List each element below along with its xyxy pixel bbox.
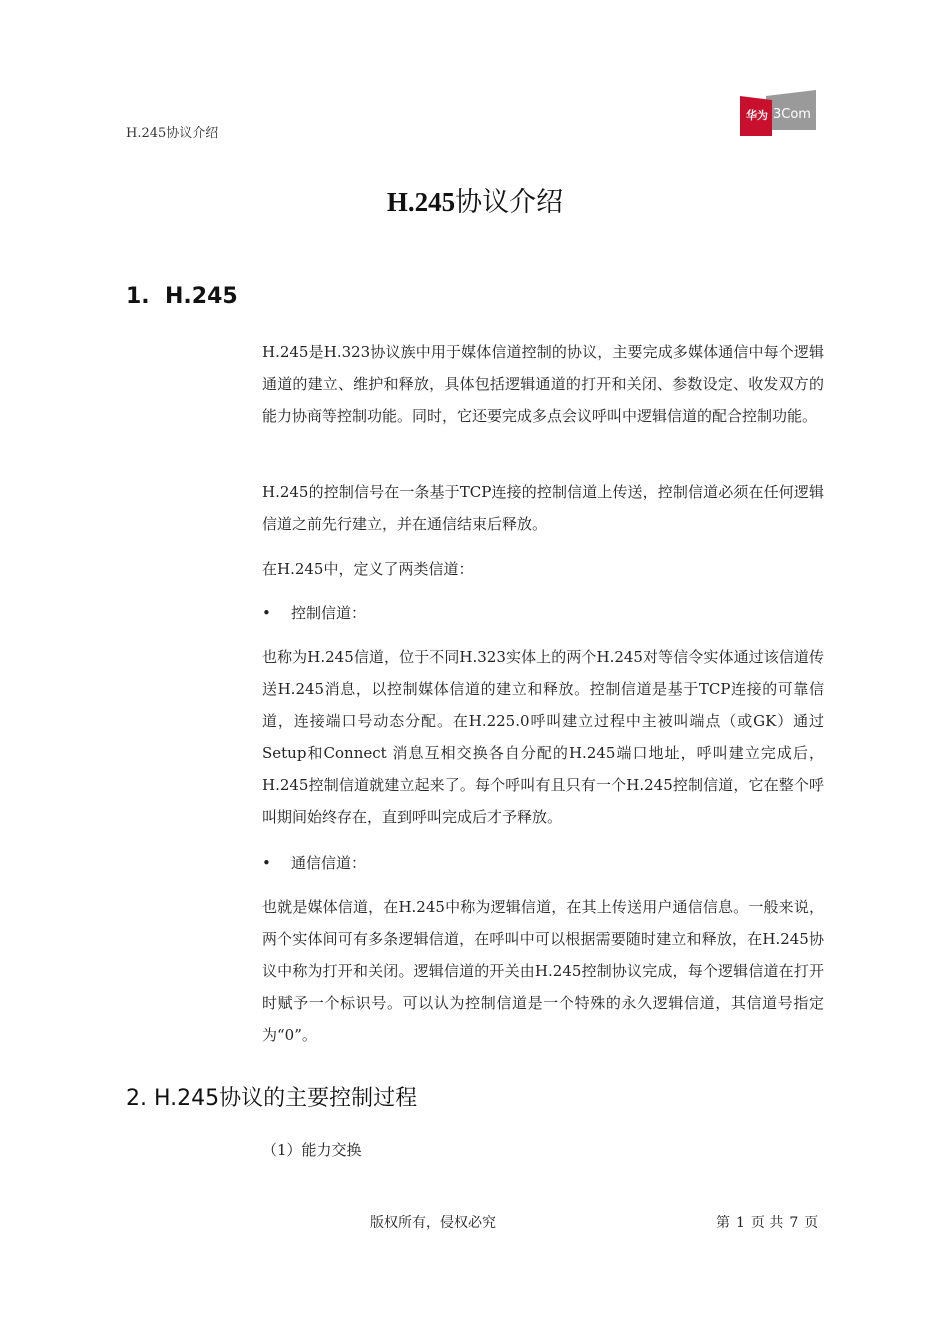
section-1-heading	[126, 284, 238, 309]
paragraph-communication-channel: 也就是媒体信道，在H.245中称为逻辑信道，在其上传送用户通信信息。一般来说，两个实体间可有多条逻辑信道，在呼叫中可以根据需要随时建立和释放，在H.245协议中称为打开和关闭。逻辑信道的开关由H.245控制协议完成，每个逻辑信道在打开时赋予一个标识号。可以认为控制信道是一个特殊的永久逻辑信道，其信道号指定为“0”。	[262, 898, 824, 1044]
page-suffix: 页	[804, 1215, 819, 1231]
footer-copyright: 版权所有，侵权必究	[370, 1215, 496, 1231]
document-title-rest: 协议介绍	[455, 187, 564, 218]
bullet-icon: •	[262, 604, 271, 622]
bullet-label: 通信信道：	[291, 854, 367, 872]
document-title	[0, 180, 950, 219]
header-title: H.245协议介绍	[126, 126, 219, 141]
section-1-number: 1.	[126, 284, 150, 309]
page-mid: 页 共	[750, 1215, 784, 1231]
bullet-label: 控制信道：	[291, 604, 367, 622]
section-2-heading: 2. H.245协议的主要控制过程	[126, 1086, 418, 1111]
paragraph-control-channel: 也称为H.245信道，位于不同H.323实体上的两个H.245对等信令实体通过该信道传送H.245消息，以控制媒体信道的建立和释放。控制信道是基于TCP连接的可靠信道，连接端口号动态分配。在H.225.0呼叫建立过程中主被叫端点（或GK）通过Setup和Connect 消息互相交换各自分配的H.245端口地址，呼叫建立完成后，H.245控制信道就建立起来了。每个呼叫有且只有一个H.245控制信道，它在整个呼叫期间始终存在，直到呼叫完成后才予释放。	[262, 648, 824, 826]
section-1-title: H.245	[165, 284, 238, 309]
bullet-control-channel	[262, 597, 366, 629]
page-current: 1	[736, 1215, 745, 1231]
paragraph-control-signal: H.245的控制信号在一条基于TCP连接的控制信道上传送，控制信道必须在任何逻辑信道之前先行建立，并在通信结束后释放。	[262, 483, 824, 533]
paragraph-intro: H.245是H.323协议族中用于媒体信道控制的协议，主要完成多媒体通信中每个逻辑通道的建立、维护和释放，具体包括逻辑通道的打开和关闭、参数设定、收发双方的能力协商等控制功能。同时，它还要完成多点会议呼叫中逻辑信道的配合控制功能。	[262, 343, 824, 425]
huawei-3com-logo	[740, 90, 816, 136]
bullet-icon: •	[262, 854, 271, 872]
paragraph-channel-types: 在H.245中，定义了两类信道：	[262, 560, 474, 578]
page-prefix: 第	[716, 1215, 730, 1231]
logo-text-cn: 华为	[746, 109, 768, 122]
bullet-communication-channel	[262, 847, 366, 879]
paragraph-capability-exchange: （1）能力交换	[262, 1141, 362, 1159]
logo-text-en: 3Com	[773, 107, 811, 122]
document-title-bold: H.245	[386, 187, 456, 217]
footer-page-number	[716, 1212, 824, 1232]
page-total: 7	[789, 1215, 799, 1231]
